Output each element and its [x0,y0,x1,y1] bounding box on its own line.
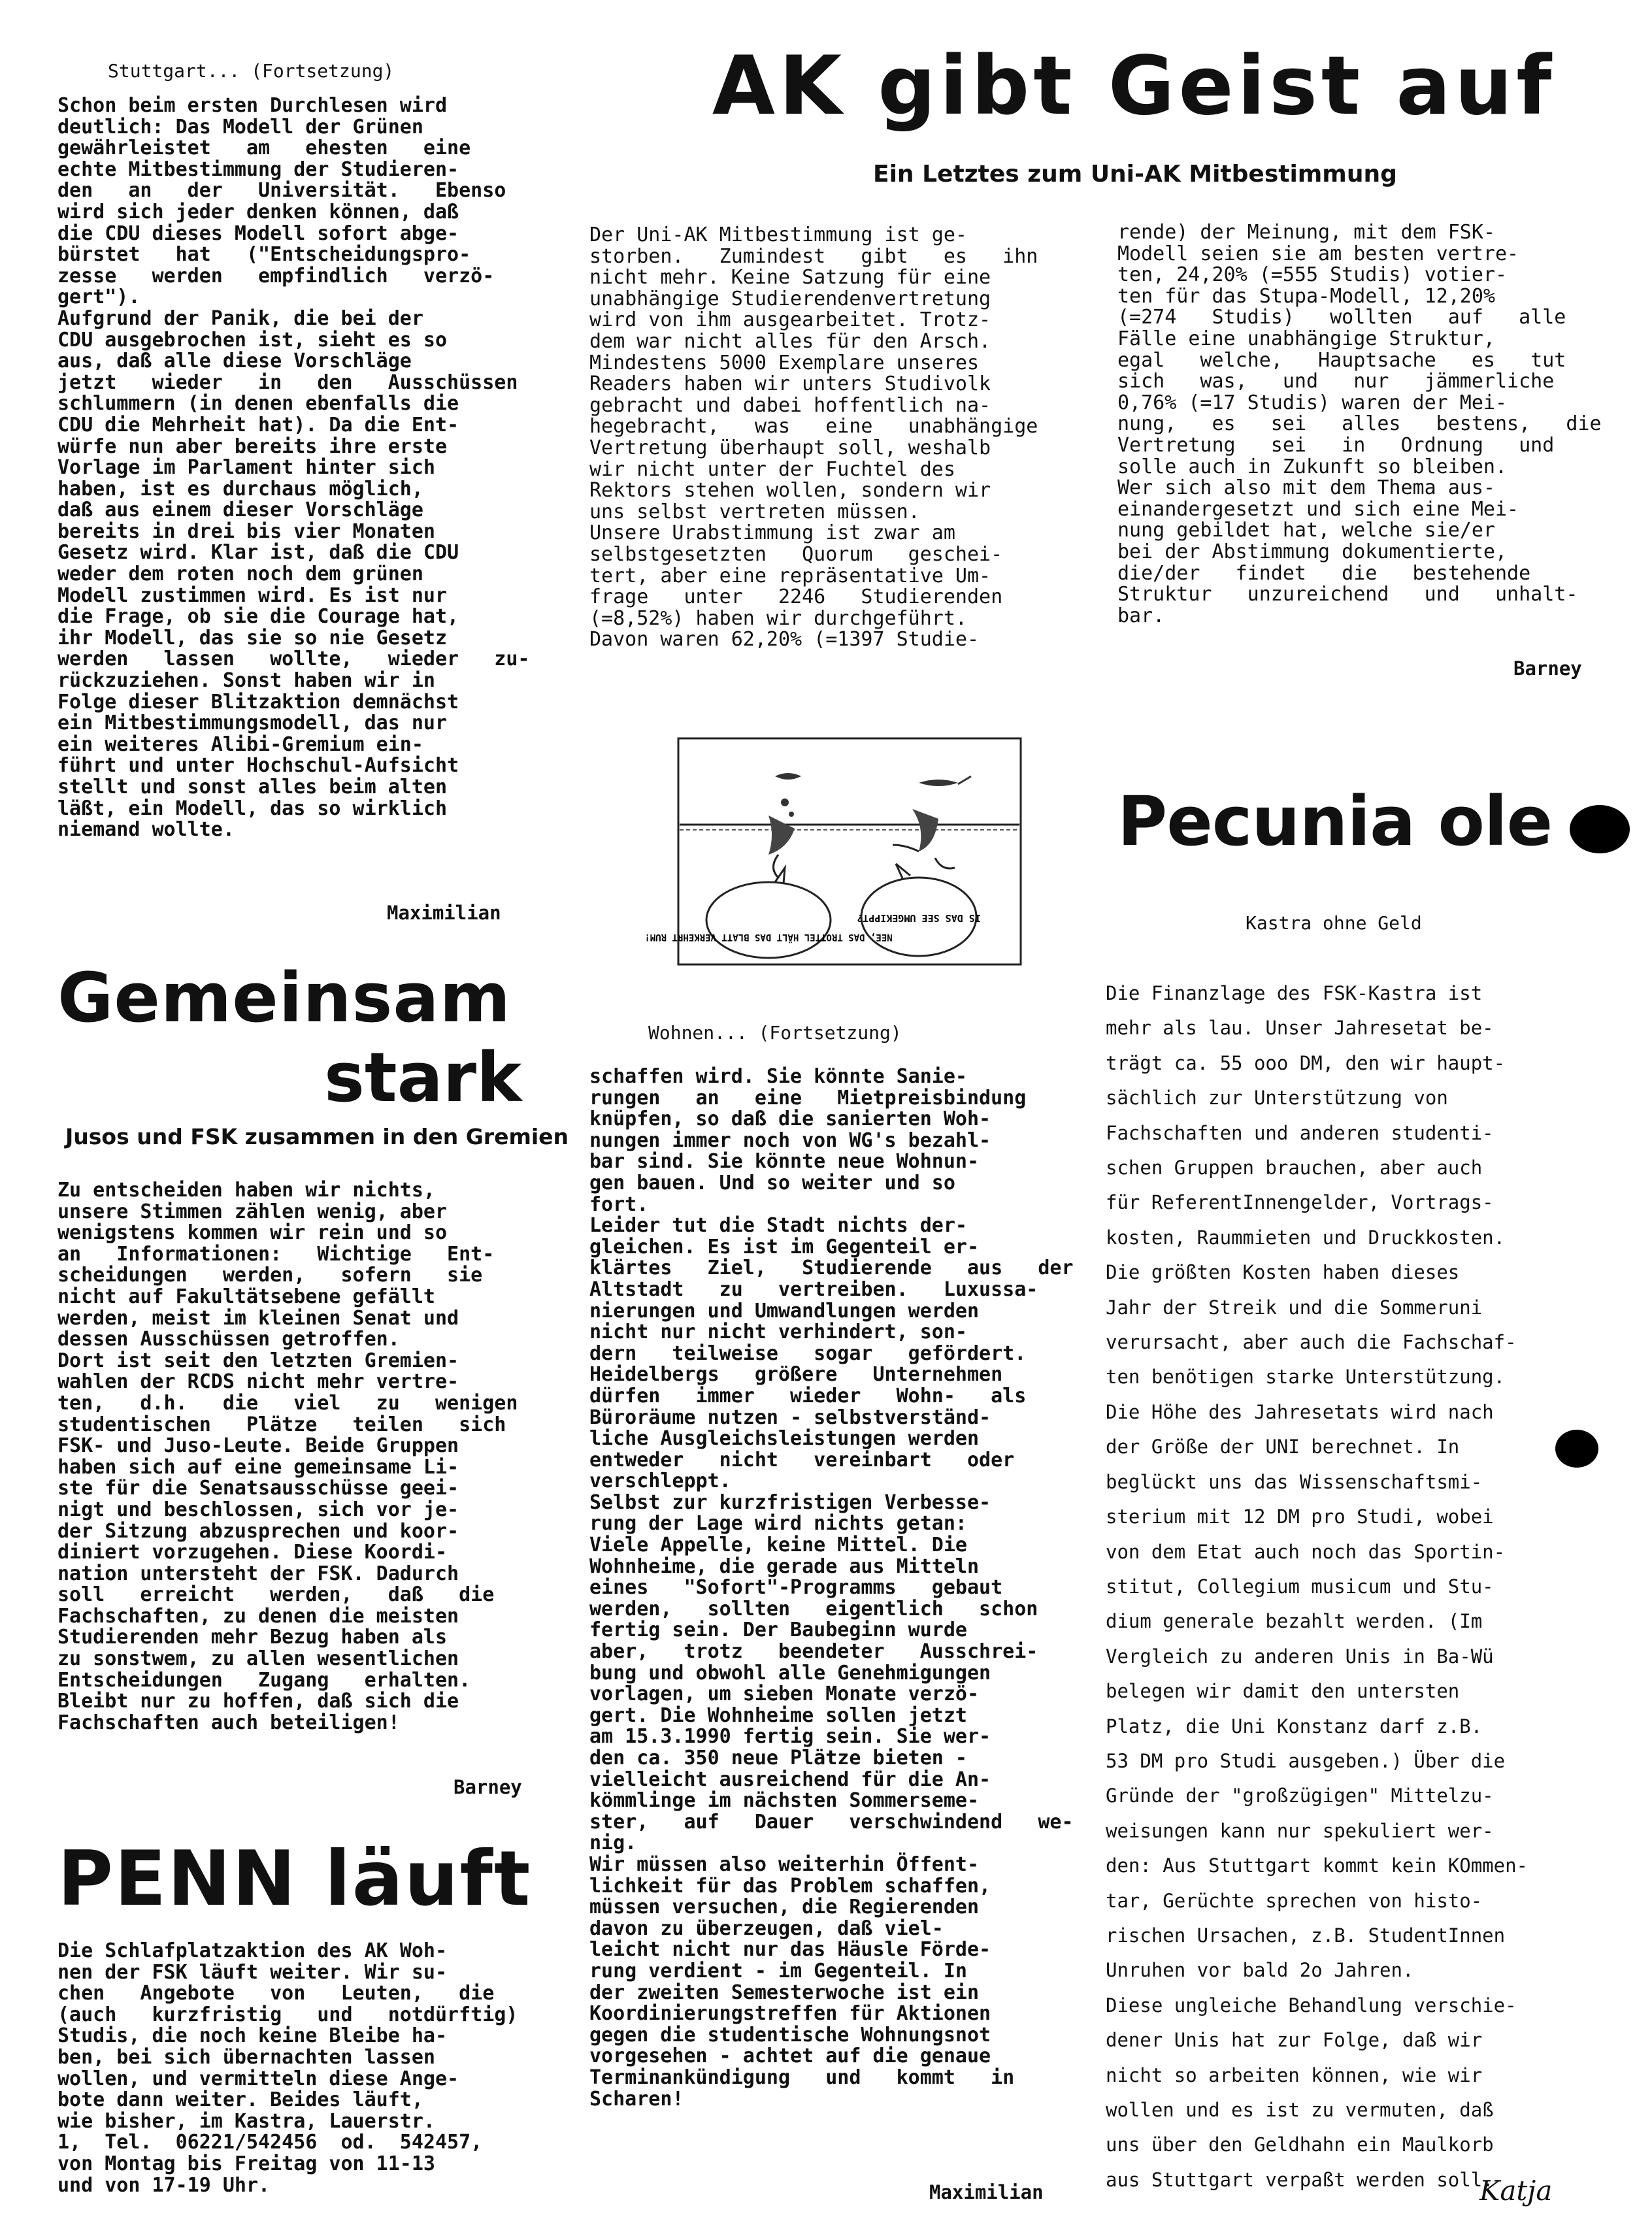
cartoon-bubble-left-text: NEE, DAS TROTTEL HÄLT DAS BLATT VERKEHRT RUM! [644,932,893,942]
article-gemeinsam-text: Zu entscheiden haben wir nichts, unsere Stimmen zählen wenig, aber wenigstens kommen wir rein und so an Informationen: Wichtige Ent- scheidungen werden, sofern sie nicht auf Fakultätsebene gefällt werden, meist im kleinen Senat und dessen Ausschüssen getroffen. Dort ist seit den letzten Gremien- wahlen der RCDS nicht mehr vertre- ten, d.h. die viel zu wenigen studentischen Plätze teilen sich FSK- und Juso-Leute. Beide Gruppen haben sich auf eine gemeinsame Li- ste für die Senatsausschüsse geei- nigt und beschlossen, sich vor je- der Sitzung abzusprechen und koor- diniert vorzugehen. Diese Koordi- nation untersteht der FSK. Dadurch soll erreicht werden, daß die Fachschaften, zu denen die meisten Studierenden mehr Bezug haben als zu sonstwem, zu allen wesentlichen Entscheidungen Zugang erhalten. Bleibt nur zu hoffen, daß sich die Fachschaften auch beteiligen! [58,1179,518,1734]
cartoon-bubble-right-text: IS DAS SEE UMGEKIPPT? [857,912,981,924]
ink-blot-decoration [1570,805,1630,853]
article-ak-text-col2: rende) der Meinung, mit dem FSK- Modell seien sie am besten vertre- ten, 24,20% (=555 Studis) votier- ten für das Stupa-Modell, 12,20% (=274 Studis) wollten auf alle Fälle eine unabhängige Struktur, egal welche, Hauptsache es tut sich was, und nur jämmerliche 0,76% (=17 Studis) waren der Mei- nung, es sei alles bestens, die Vertretung sei in Ordnung und solle auch in Zukunft so bleiben. Wer sich also mit dem Thema aus- einandergesetzt und sich eine Mei- nung gebildet hat, welche sie/er bei der Abstimmung dokumentierte, die/der findet die bestehende Struktur unzureichend und unhalt- bar. [1117,221,1602,627]
continued-label-stuttgart: Stuttgart... (Fortsetzung) [108,60,395,82]
subheadline-pecunia: Kastra ohne Geld [1246,912,1422,934]
signature-maximilian-2: Maximilian [929,2181,1044,2203]
signature-katja: Katja [1479,2175,1553,2207]
subheadline-ak: Ein Letztes zum Uni-AK Mitbestimmung [873,161,1397,188]
signature-maximilian-1: Maximilian [387,902,501,924]
article-ak-text-col1: Der Uni-AK Mitbestimmung ist ge- storben. Zumindest gibt es ihn nicht mehr. Keine Satzung für eine unabhängige Studierendenvertretung wird von ihm ausgearbeitet. Trotz- dem war nicht alles für den Arsch. Mindestens 5000 Exemplare unseres Readers haben wir unters Studivolk gebracht und dabei hoffentlich na- hegebracht, was eine unabhängige Vertretung überhaupt soll, weshalb wir nicht unter der Fuchtel des Rektors stehen wollen, sondern wir uns selbst vertreten müssen. Unsere Urabstimmung ist zwar am selbstgesetzten Quorum geschei- tert, aber eine repräsentative Um- frage unter 2246 Studierenden (=8,52%) haben wir durchgeführt. Davon waren 62,20% (=1397 Studie- [589,223,1038,651]
headline-pecunia: Pecunia ole [1117,782,1553,861]
signature-barney-2: Barney [454,1776,522,1798]
ink-blot-small [1555,1430,1598,1468]
subheadline-gemeinsam: Jusos und FSK zusammen in den Gremien [65,1124,569,1149]
signature-barney-1: Barney [1513,657,1582,680]
headline-gemeinsam-line1: Gemeinsam [58,958,511,1038]
article-wohnen-text: schaffen wird. Sie könnte Sanie- rungen an eine Mietpreisbindung knüpfen, so daß die sanierten Woh- nungen immer noch von WG's bezahl- bar sind. Sie könnte neue Wohnun- gen bauen. Und so weiter und so fort. Leider tut die Stadt nichts der- gleichen. Es ist im Gegenteil er- klärtes Ziel, Studierende aus der Altstadt zu vertreiben. Luxussa- nierungen und Umwandlungen werden nicht nur nicht verhindert, son- dern teilweise sogar gefördert. Heidelbergs größere Unternehmen dürfen immer wieder Wohn- als Büroräume nutzen - selbstverständ- liche Ausgleichsleistungen werden entweder nicht vereinbart oder verschleppt. Selbst zur kurzfristigen Verbesse- rung der Lage wird nichts getan: Viele Appelle, keine Mittel. Die Wohnheime, die gerade aus Mitteln eines "Sofort"-Programms gebaut werden, sollten eigentlich schon fertig sein. Der Baubeginn wurde aber, trotz beendeter Ausschrei- bung und obwohl alle Genehmigungen vorlagen, um sieben Monate verzö- gert. Die Wohnheime sollen jetzt am 15.3.1990 fertig sein. Sie wer- den ca. 350 neue Plätze bieten - vielleicht ausreichend für die An- kömmlinge im nächsten Sommerseme- ster, auf Dauer verschwindend we- nig. Wir müssen also weiterhin Öffent- lichkeit für das Problem schaffen, müssen versuchen, die Regierenden davon zu überzeugen, daß viel- leicht nicht nur das Häusle Förde- rung verdient - im Gegenteil. In der zweiten Semesterwoche ist ein Koordinierungstreffen für Aktionen gegen die studentische Wohnungsnot vorgesehen - achtet auf die genaue Terminankündigung und kommt in Scharen! [589,1065,1074,2111]
headline-ak: AK gibt Geist auf [712,39,1556,133]
headline-gemeinsam-line2: stark [324,1038,522,1117]
article-penn-text: Die Schlafplatzaktion des AK Woh- nen der FSK läuft weiter. Wir su- chen Angebote von Leuten, die (auch kurzfristig und notdürftig) Studis, die noch keine Bleibe ha- ben, bei sich übernachten lassen wollen, und vermitteln diese Ange- bote dann weiter. Beides läuft, wie bisher, im Kastra, Lauerstr. 1, Tel. 06221/542456 od. 542457, von Montag bis Freitag von 11-13 und von 17-19 Uhr. [58,1939,518,2197]
article-stuttgart-text: Schon beim ersten Durchlesen wird deutlich: Das Modell der Grünen gewährleistet am ehesten eine echte Mitbestimmung der Studieren- den an der Universität. Ebenso wird sich jeder denken können, daß die CDU dieses Modell sofort abge- bürstet hat ("Entscheidungspro- zesse werden empfindlich verzö- gert"). Aufgrund der Panik, die bei der CDU ausgebrochen ist, sieht es so aus, daß alle diese Vorschläge jetzt wieder in den Ausschüssen schlummern (in denen ebenfalls die CDU die Mehrheit hat). Da die Ent- würfe nun aber bereits ihre erste Vorlage im Parlament hinter sich haben, ist es durchaus möglich, daß aus einem dieser Vorschläge bereits in drei bis vier Monaten Gesetz wird. Klar ist, daß die CDU weder dem roten noch dem grünen Modell zustimmen wird. Es ist nur die Frage, ob sie die Courage hat, ihr Modell, das sie so nie Gesetz werden lassen wollte, wieder zu- rückzuziehen. Sonst haben wir in Folge dieser Blitzaktion demnächst ein Mitbestimmungsmodell, das nur ein weiteres Alibi-Gremium ein- führt und unter Hochschul-Aufsicht stellt und sonst alles beim alten läßt, ein Modell, das so wirklich niemand wollte. [58,94,530,842]
headline-penn: PENN läuft [58,1835,532,1923]
cartoon-frogs-illustration [644,737,1022,966]
continued-label-wohnen: Wohnen... (Fortsetzung) [648,1022,902,1044]
article-pecunia-text: Die Finanzlage des FSK-Kastra ist mehr als lau. Unser Jahresetat be- trägt ca. 55 ooo DM, den wir haupt- sächlich zur Unterstützung von Fachschaften und anderen studenti- schen Gruppen brauchen, aber auch für ReferentInnengelder, Vortrags- kosten, Raummieten und Druckkosten. Die größten Kosten haben dieses Jahr der Streik und die Sommeruni verursacht, aber auch die Fachschaf- ten benötigen starke Unterstützung. Die Höhe des Jahresetats wird nach der Größe der UNI berechnet. In beglückt uns das Wissenschaftsmi- sterium mit 12 DM pro Studi, wobei von dem Etat auch noch das Sportin- stitut, Collegium musicum und Stu- dium generale bezahlt werden. (Im Vergleich zu anderen Unis in Ba-Wü belegen wir damit den untersten Platz, die Uni Konstanz darf z.B. 53 DM pro Studi ausgeben.) Über die Gründe der "großzügigen" Mittelzu- weisungen kann nur spekuliert wer- den: Aus Stuttgart kommt kein KOmmen- tar, Gerüchte sprechen von histo- rischen Ursachen, z.B. StudentInnen Unruhen vor bald 2o Jahren. Diese ungleiche Behandlung verschie- dener Unis hat zur Folge, daß wir nicht so arbeiten können, wie wir wollen und es ist zu vermuten, daß uns über den Geldhahn ein Maulkorb aus Stuttgart verpaßt werden soll. [1106,982,1528,2191]
